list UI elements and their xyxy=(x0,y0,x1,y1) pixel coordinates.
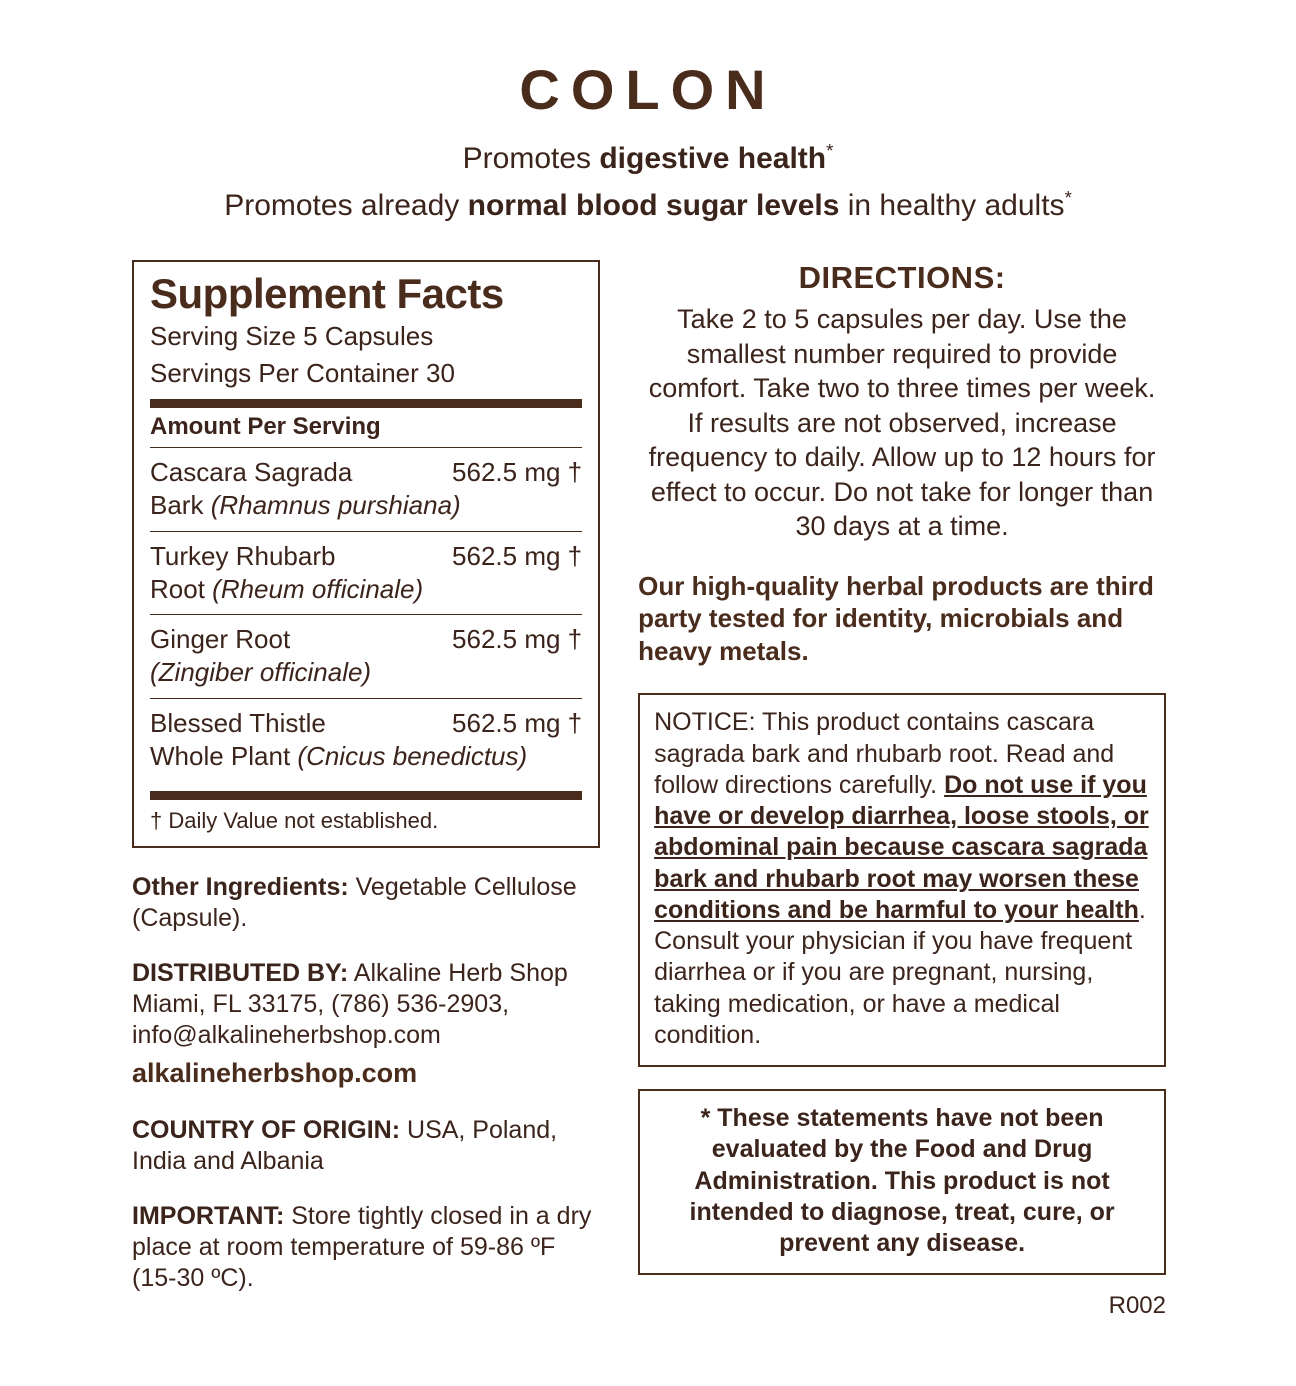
ingredient-name: Turkey Rhubarb xyxy=(150,540,336,571)
ingredient-amount: 562.5 mg † xyxy=(452,540,583,571)
notice-warning-text: Do not use if you have or develop diarrhea, loose stools, or abdominal pain because cascara sagrada bark and rhubarb root may worsen these conditions and be harmful to your health xyxy=(654,770,1149,924)
directions-title: DIRECTIONS: xyxy=(798,260,1006,295)
other-ingredients-label: Other Ingredients: xyxy=(132,873,349,902)
ingredient-name-cont: Bark xyxy=(150,490,211,521)
ingredient-amount: 562.5 mg † xyxy=(452,624,583,655)
right-column xyxy=(638,260,1166,1275)
ingredient-latin-name: (Cnicus benedictus) xyxy=(297,740,528,771)
claim-digestive-health xyxy=(0,140,1296,177)
other-ingredients-value: Vegetable Cellulose (Capsule). xyxy=(132,873,577,933)
ingredient-name-cont: Whole Plant xyxy=(150,740,298,771)
asterisk-marker: * xyxy=(826,140,834,161)
ingredient-amount: 562.5 mg † xyxy=(452,707,583,738)
directions-body: Take 2 to 5 capsules per day. Use the smallest number required to provide comfort. Take two to three times per week. If results are not observed, increase frequency to daily. Allow up to 12 hours for effect to occur. Do not take for longer than 30 days at a time. xyxy=(648,304,1156,542)
amount-per-serving-header: Amount Per Serving xyxy=(150,413,381,441)
distributed-by-label: DISTRIBUTED BY: xyxy=(132,959,349,988)
distributed-by-block xyxy=(132,958,600,1090)
serving-size: Serving Size 5 Capsules xyxy=(150,321,434,352)
country-of-origin-label: COUNTRY OF ORIGIN: xyxy=(132,1115,401,1144)
claim2-prefix: Promotes already xyxy=(224,189,468,222)
ingredient-latin-name: (Rhamnus purshiana) xyxy=(210,490,461,521)
important-storage-block xyxy=(132,1201,600,1294)
servings-per-container: Servings Per Container 30 xyxy=(150,357,455,388)
label-columns xyxy=(0,260,1296,1294)
ingredient-latin-name: (Rheum officinale) xyxy=(212,573,424,604)
country-of-origin-block xyxy=(132,1115,600,1177)
ingredient-name: Cascara Sagrada xyxy=(150,457,353,488)
notice-box xyxy=(638,693,1166,1067)
claim1-bold: digestive health xyxy=(599,142,827,175)
distributed-by-value: Alkaline Herb Shop Miami, FL 33175, (786) 536-2903, info@alkalineherbshop.com xyxy=(132,959,568,1050)
notice-text-before: NOTICE: This product contains cascara sagrada bark and rhubarb root. Read and follow directions carefully. xyxy=(654,708,1115,799)
supplement-facts-title: Supplement Facts xyxy=(150,270,504,317)
claim2-suffix: in healthy adults xyxy=(839,189,1065,222)
claim1-prefix: Promotes xyxy=(462,142,600,175)
important-value: Store tightly closed in a dry place at room temperature of 59-86 ºF (15-30 ºC). xyxy=(132,1201,592,1292)
claim2-bold: normal blood sugar levels xyxy=(467,189,840,222)
other-ingredients-block xyxy=(132,872,600,934)
table-row xyxy=(150,699,582,782)
important-label: IMPORTANT: xyxy=(132,1201,285,1230)
divider-thick xyxy=(150,399,582,408)
table-row xyxy=(150,448,582,531)
country-of-origin-value: USA, Poland, India and Albania xyxy=(132,1115,558,1175)
revision-code: R002 xyxy=(1108,1292,1166,1319)
daily-value-footnote: † Daily Value not established. xyxy=(150,808,439,834)
supplement-facts-panel xyxy=(132,260,600,848)
notice-text-after: . Consult your physician if you have frequent diarrhea or if you are pregnant, nursing, taking medication, or have a medical condition. xyxy=(654,895,1146,1049)
table-row xyxy=(150,532,582,615)
asterisk-marker: * xyxy=(1064,187,1072,208)
website-link[interactable]: alkalineherbshop.com xyxy=(132,1058,418,1089)
ingredient-name: Ginger Root xyxy=(150,624,291,655)
ingredient-name: Blessed Thistle xyxy=(150,707,326,738)
divider-thick xyxy=(150,791,582,800)
left-column xyxy=(132,260,600,1294)
quality-statement: Our high-quality herbal products are third party tested for identity, microbials and heavy metals. xyxy=(638,570,1154,666)
ingredient-amount: 562.5 mg † xyxy=(452,457,583,488)
fda-disclaimer-box: * These statements have not been evaluated by the Food and Drug Administration. This product is not intended to diagnose, treat, cure, or prevent any disease. xyxy=(638,1089,1166,1275)
ingredient-name-cont: Root xyxy=(150,573,213,604)
product-title: COLON xyxy=(519,58,777,121)
claim-blood-sugar xyxy=(0,187,1296,224)
ingredient-latin-name: (Zingiber officinale) xyxy=(150,657,372,688)
table-row xyxy=(150,615,582,698)
